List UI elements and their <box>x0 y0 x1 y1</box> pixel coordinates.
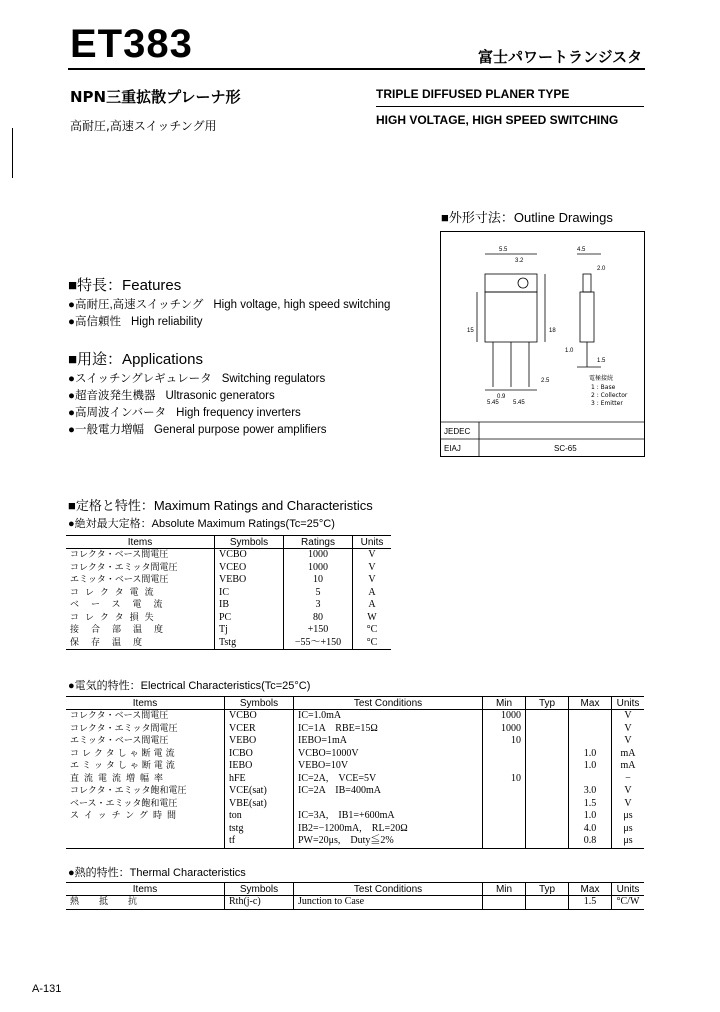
table-header-cell: Units <box>612 883 645 896</box>
table-cell <box>483 835 526 848</box>
pins-title: 電極接続 <box>589 375 614 382</box>
table-header-cell: Items <box>66 883 225 896</box>
table-row <box>66 710 644 723</box>
table-header-cell: Items <box>66 697 225 710</box>
table-cell <box>526 810 569 823</box>
application-item <box>68 404 301 420</box>
table-row <box>66 798 644 811</box>
table-cell: 1.0 <box>569 760 612 773</box>
pin-3: 3 : Emitter <box>591 400 623 407</box>
table-cell: ICBO <box>225 748 294 761</box>
table-row <box>66 587 391 600</box>
dim-pitch-1: 5.45 <box>487 400 499 406</box>
table-header-cell: Test Conditions <box>294 883 483 896</box>
label-text: General purpose power amplifiers <box>153 424 327 436</box>
table-cell: PW=20μs, Duty≦2% <box>294 835 483 848</box>
table-row <box>66 612 391 625</box>
table-cell: 1.5 <box>569 896 612 910</box>
dim-width: 5.5 <box>499 247 508 253</box>
electrical-table <box>66 696 644 849</box>
table-cell <box>483 785 526 798</box>
table-header-cell: Test Conditions <box>294 697 483 710</box>
table-cell: IEBO=1mA <box>294 735 483 748</box>
table-cell: IC=2A, VCE=5V <box>294 773 483 786</box>
table-row <box>66 637 391 650</box>
table-cell: コレクタしゃ断電流 <box>70 748 178 759</box>
table-row <box>66 624 391 637</box>
table-cell <box>526 710 569 723</box>
table-row <box>66 835 644 848</box>
package-drawing <box>441 232 644 456</box>
table-cell: Tstg <box>215 637 284 650</box>
table-row <box>66 823 644 836</box>
table-cell <box>483 810 526 823</box>
table-row <box>66 748 644 761</box>
table-cell: mA <box>612 748 645 761</box>
label-text: ●スイッチングレギュレータ <box>68 373 212 385</box>
dim-pin-width: 0.9 <box>497 394 506 400</box>
table-header-row <box>66 883 644 896</box>
type-en: TRIPLE DIFFUSED PLANER TYPE <box>376 87 570 101</box>
table-cell: 1.5 <box>569 798 612 811</box>
table-cell: コレクタ・エミッタ飽和電圧 <box>70 786 187 796</box>
table-cell: °C/W <box>612 896 645 910</box>
table-cell <box>66 823 225 836</box>
table-row <box>66 773 644 786</box>
table-cell: 接合部温度 <box>70 625 176 635</box>
application-item <box>68 387 275 403</box>
table-cell: 保存温度 <box>66 637 215 650</box>
label-text: ●超音波発生機器 <box>68 390 156 402</box>
table-cell: 80 <box>284 612 353 625</box>
pin-1: 1 : Base <box>591 384 616 391</box>
table-cell <box>526 748 569 761</box>
dim-tab: 2.0 <box>597 266 606 272</box>
pin-2: 2 : Collector <box>591 392 628 399</box>
table-cell: 直流電流増幅率 <box>70 773 169 784</box>
margin-bar <box>12 128 13 178</box>
table-cell: 1000 <box>483 710 526 723</box>
dim-hole: 3.2 <box>515 258 524 264</box>
label-text: High frequency inverters <box>176 407 301 419</box>
table-cell: ベース・エミッタ飽和電圧 <box>70 798 178 809</box>
table-cell: 3 <box>284 599 353 612</box>
maker-line: 富士パワートランジスタ <box>478 48 643 66</box>
table-header-cell: Typ <box>526 697 569 710</box>
table-cell: コレクタ・エミッタ間電圧 <box>70 562 178 573</box>
dim-depth: 4.5 <box>577 247 586 253</box>
table-header-cell: Units <box>612 697 645 710</box>
electrical-title: ●電気的特性：Electrical Characteristics(Tc=25°C) <box>68 680 311 692</box>
application-jp: 高耐圧,高速スイッチング用 <box>70 119 217 133</box>
col-units: Units <box>353 536 392 549</box>
table-cell: V <box>353 562 392 575</box>
table-cell: −55～+150 <box>284 637 353 650</box>
table-cell <box>526 723 569 736</box>
label-text: ●一般電力増幅 <box>68 424 144 436</box>
jedec-label: JEDEC <box>444 427 471 436</box>
table-header-cell: Max <box>569 883 612 896</box>
feature-item <box>68 296 390 312</box>
table-cell: 5 <box>284 587 353 600</box>
eia-label: EIAJ <box>444 444 461 453</box>
table-cell: Junction to Case <box>294 896 483 910</box>
table-cell <box>569 723 612 736</box>
table-cell: PC <box>215 612 284 625</box>
table-cell: °C <box>353 637 392 650</box>
table-cell: μs <box>612 823 645 836</box>
table-cell: V <box>612 723 645 736</box>
type-rule <box>376 106 644 107</box>
table-cell: W <box>353 612 392 625</box>
table-cell: V <box>612 710 645 723</box>
label-text: Switching regulators <box>221 373 326 385</box>
table-cell: VCER <box>225 723 294 736</box>
dim-lead: 1.5 <box>597 358 606 364</box>
col-symbols: Symbols <box>215 536 284 549</box>
header-rule <box>68 68 645 70</box>
table-cell <box>569 735 612 748</box>
table-cell: VEBO=10V <box>294 760 483 773</box>
table-header-cell: Min <box>483 883 526 896</box>
page-number: A-131 <box>32 983 62 995</box>
table-cell <box>294 798 483 811</box>
table-row <box>66 599 391 612</box>
table-cell: エミッタ・ベース間電圧 <box>70 736 169 746</box>
dim-lead-len: 2.5 <box>541 378 550 384</box>
application-en: HIGH VOLTAGE, HIGH SPEED SWITCHING <box>376 113 619 127</box>
label-text: High reliability <box>130 316 203 328</box>
table-cell: VBE(sat) <box>225 798 294 811</box>
table-cell: tf <box>225 835 294 848</box>
table-cell <box>526 835 569 848</box>
table-header-cell: Symbols <box>225 697 294 710</box>
table-cell: コレクタ・エミッタ間電圧 <box>70 723 178 734</box>
drawing-group <box>477 254 601 390</box>
table-cell: mA <box>612 760 645 773</box>
table-cell: VCBO=1000V <box>294 748 483 761</box>
table-cell: − <box>612 773 645 786</box>
table-cell: 3.0 <box>569 785 612 798</box>
table-cell: IC=2A IB=400mA <box>294 785 483 798</box>
outline-title: ■外形寸法：Outline Drawings <box>441 210 613 225</box>
table-cell: V <box>612 785 645 798</box>
table-cell <box>526 896 569 910</box>
dim-thickness: 1.0 <box>565 348 574 354</box>
table-header-cell: Max <box>569 697 612 710</box>
table-cell: VCE(sat) <box>225 785 294 798</box>
application-item <box>68 370 325 386</box>
label-text: ●高信頼性 <box>68 316 121 328</box>
table-cell: IB <box>215 599 284 612</box>
thermal-table <box>66 882 644 910</box>
table-cell <box>569 710 612 723</box>
eia-value: SC-65 <box>554 444 577 453</box>
table-header-cell: Typ <box>526 883 569 896</box>
model-title: ET383 <box>70 22 193 66</box>
label-text: ●高周波インバータ <box>68 407 167 419</box>
table-cell: Rth(j-c) <box>225 896 294 910</box>
outline-drawing-box <box>440 231 645 457</box>
table-cell: VEBO <box>225 735 294 748</box>
table-row <box>66 562 391 575</box>
table-cell: ベース電流 <box>70 600 175 610</box>
table-cell: 10 <box>483 735 526 748</box>
table-row <box>66 723 644 736</box>
table-cell: VCEO <box>215 562 284 575</box>
table-cell: VCBO <box>215 549 284 562</box>
table-cell <box>526 760 569 773</box>
abs-max-title: ●絶対最大定格：Absolute Maximum Ratings(Tc=25°C) <box>68 518 335 530</box>
thermal-title: ●熱的特性：Thermal Characteristics <box>68 867 246 879</box>
applications-title: ■用途：Applications <box>68 351 203 368</box>
table-cell: μs <box>612 835 645 848</box>
table-cell <box>526 785 569 798</box>
table-header-cell: Min <box>483 697 526 710</box>
table-cell: コレクタ・ベース間電圧 <box>70 711 169 721</box>
label-text: ●高耐圧,高速スイッチング <box>68 299 204 311</box>
features-title: ■特長：Features <box>68 277 182 294</box>
table-cell: IC=1.0mA <box>294 710 483 723</box>
table-cell: V <box>353 549 392 562</box>
ratings-title: ■定格と特性：Maximum Ratings and Characteristics <box>68 498 373 513</box>
label-text: Ultrasonic generators <box>165 390 275 402</box>
table-cell: IC=1A RBE=15Ω <box>294 723 483 736</box>
table-cell <box>526 773 569 786</box>
table-cell: A <box>353 587 392 600</box>
table-cell: V <box>612 735 645 748</box>
table-cell: °C <box>353 624 392 637</box>
table-row <box>66 810 644 823</box>
table-header-row <box>66 536 391 549</box>
table-cell <box>483 748 526 761</box>
table-cell <box>483 760 526 773</box>
table-cell: 0.8 <box>569 835 612 848</box>
table-cell: 1000 <box>284 562 353 575</box>
dim-pitch-2: 5.45 <box>513 400 525 406</box>
table-cell: 1.0 <box>569 810 612 823</box>
dim-body: 15 <box>467 328 474 334</box>
table-cell: コレクタ・ベース間電圧 <box>70 550 169 560</box>
table-cell <box>569 773 612 786</box>
abs-max-table <box>66 535 391 650</box>
table-cell: Tj <box>215 624 284 637</box>
drawing-group <box>441 422 644 456</box>
table-cell <box>483 823 526 836</box>
table-cell: V <box>353 574 392 587</box>
table-cell: IEBO <box>225 760 294 773</box>
table-row <box>66 896 644 910</box>
col-ratings: Ratings <box>284 536 353 549</box>
table-row <box>66 785 644 798</box>
type-jp: NPN三重拡散プレーナ形 <box>70 88 241 106</box>
table-cell: 10 <box>284 574 353 587</box>
table-cell: V <box>612 798 645 811</box>
table-cell: エミッタしゃ断電流 <box>70 761 178 771</box>
table-cell: 1.0 <box>569 748 612 761</box>
table-cell: IC=3A, IB1=+600mA <box>294 810 483 823</box>
table-cell <box>526 798 569 811</box>
drawing-group <box>467 247 606 406</box>
table-cell: VEBO <box>215 574 284 587</box>
table-row <box>66 760 644 773</box>
table-cell: エミッタ・ベース間電圧 <box>70 575 169 585</box>
table-header-cell: Symbols <box>225 883 294 896</box>
table-cell: A <box>353 599 392 612</box>
table-cell <box>526 735 569 748</box>
feature-item <box>68 313 203 329</box>
table-cell: コレクタ損失 <box>70 612 160 623</box>
table-cell: 1000 <box>483 723 526 736</box>
table-cell: スイッチング時間 <box>70 811 182 821</box>
table-cell: 1000 <box>284 549 353 562</box>
table-row <box>66 735 644 748</box>
table-cell: tstg <box>225 823 294 836</box>
table-header-row <box>66 697 644 710</box>
table-cell: 熱抵抗 <box>66 896 225 910</box>
table-cell: コレクタ電流 <box>70 587 160 598</box>
table-cell: hFE <box>225 773 294 786</box>
table-cell: IC <box>215 587 284 600</box>
table-cell: VCBO <box>225 710 294 723</box>
application-item <box>68 421 327 437</box>
table-cell: IB2=−1200mA, RL=20Ω <box>294 823 483 836</box>
table-cell <box>483 896 526 910</box>
table-cell <box>526 823 569 836</box>
table-row <box>66 549 391 562</box>
table-cell: 10 <box>483 773 526 786</box>
table-row <box>66 574 391 587</box>
table-cell: ton <box>225 810 294 823</box>
col-items: Items <box>66 536 215 549</box>
table-cell: +150 <box>284 624 353 637</box>
table-cell <box>66 835 225 848</box>
dim-height: 18 <box>549 328 556 334</box>
table-cell <box>483 798 526 811</box>
table-cell: μs <box>612 810 645 823</box>
label-text: High voltage, high speed switching <box>213 299 391 311</box>
table-cell: 4.0 <box>569 823 612 836</box>
